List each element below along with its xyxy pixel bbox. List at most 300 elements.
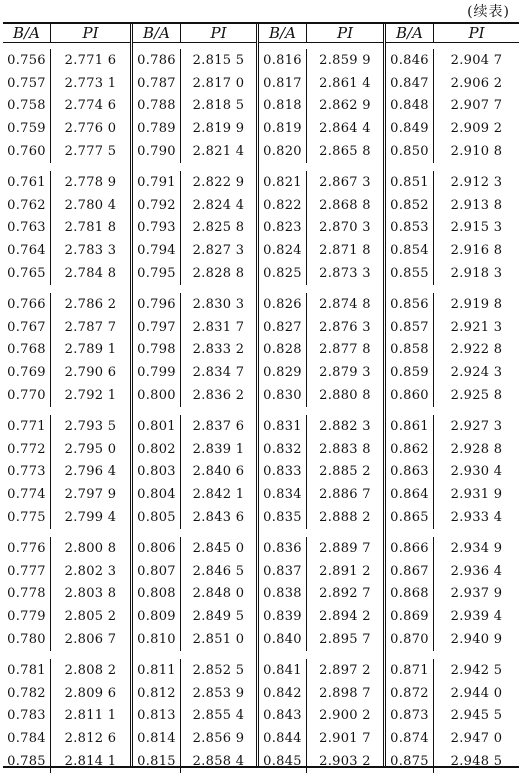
- table-row: [133, 95, 256, 118]
- table-row: [133, 117, 256, 140]
- cell-pi: 2.852 5: [192, 662, 245, 678]
- row-group: [259, 659, 383, 773]
- table-row: [386, 705, 519, 728]
- cell-pi: 2.833 2: [192, 342, 245, 358]
- table-row: [133, 217, 256, 240]
- table-row: [3, 194, 130, 217]
- table-grid: [3, 24, 519, 769]
- row-group: [3, 49, 130, 163]
- row-group: [259, 537, 383, 651]
- table-row: [133, 140, 256, 163]
- header-pi: PI: [336, 24, 354, 42]
- cell-ba: 0.851: [386, 171, 434, 194]
- cell-ba: 0.857: [386, 316, 434, 339]
- cell-ba: 0.838: [259, 583, 307, 606]
- cell-ba: 0.840: [259, 628, 307, 651]
- cell-ba: 0.855: [386, 262, 434, 285]
- cell-ba: 0.831: [259, 415, 307, 438]
- cell-ba: 0.862: [386, 438, 434, 461]
- table-row: [133, 194, 256, 217]
- cell-ba: 0.861: [386, 415, 434, 438]
- row-group: [3, 537, 130, 651]
- table-row: [259, 262, 383, 285]
- table-row: [3, 659, 130, 682]
- cell-pi: 2.814 1: [64, 754, 117, 769]
- cell-ba: 0.824: [259, 239, 307, 262]
- header-ba: B/A: [3, 24, 51, 42]
- cell-pi: 2.894 2: [319, 609, 371, 625]
- cell-ba: 0.820: [259, 140, 307, 163]
- table-row: [259, 705, 383, 728]
- cell-pi: 2.922 8: [450, 342, 503, 358]
- cell-ba: 0.793: [133, 217, 181, 240]
- data-table: [3, 22, 519, 768]
- table-row: [386, 628, 519, 651]
- cell-ba: 0.834: [259, 483, 307, 506]
- table-row: [3, 361, 130, 384]
- table-row: [133, 727, 256, 750]
- cell-ba: 0.781: [3, 659, 51, 682]
- row-group: [386, 537, 519, 651]
- table-row: [133, 361, 256, 384]
- table-row: [133, 293, 256, 316]
- cell-ba: 0.808: [133, 583, 181, 606]
- cell-ba: 0.800: [133, 384, 181, 407]
- table-row: [259, 682, 383, 705]
- cell-ba: 0.804: [133, 483, 181, 506]
- row-group: [3, 171, 130, 285]
- table-row: [3, 95, 130, 118]
- cell-ba: 0.795: [133, 262, 181, 285]
- table-row: [3, 461, 130, 484]
- table-row: [259, 438, 383, 461]
- cell-ba: 0.832: [259, 438, 307, 461]
- cell-pi: 2.886 7: [319, 487, 371, 503]
- cell-ba: 0.818: [259, 95, 307, 118]
- cell-pi: 2.867 3: [319, 174, 371, 190]
- cell-ba: 0.859: [386, 361, 434, 384]
- table-row: [3, 316, 130, 339]
- cell-pi: 2.809 6: [64, 685, 117, 701]
- cell-ba: 0.841: [259, 659, 307, 682]
- row-group: [3, 659, 130, 773]
- table-header-row: [386, 24, 519, 43]
- table-row: [259, 117, 383, 140]
- table-row: [259, 750, 383, 773]
- table-row: [259, 171, 383, 194]
- table-row: [386, 483, 519, 506]
- cell-pi: 2.931 9: [450, 487, 503, 503]
- cell-pi: 2.793 5: [64, 418, 117, 434]
- table-row: [386, 339, 519, 362]
- table-row: [386, 239, 519, 262]
- table-row: [3, 384, 130, 407]
- table-row: [386, 140, 519, 163]
- cell-ba: 0.833: [259, 461, 307, 484]
- cell-pi: 2.792 1: [64, 388, 117, 404]
- row-group: [259, 415, 383, 529]
- table-row: [386, 750, 519, 773]
- cell-ba: 0.852: [386, 194, 434, 217]
- cell-pi: 2.906 2: [450, 75, 503, 91]
- cell-pi: 2.882 3: [319, 418, 371, 434]
- cell-ba: 0.814: [133, 727, 181, 750]
- cell-ba: 0.865: [386, 506, 434, 529]
- table-row: [259, 605, 383, 628]
- cell-pi: 2.840 6: [192, 464, 245, 480]
- row-group: [259, 171, 383, 285]
- row-group: [386, 659, 519, 773]
- cell-ba: 0.805: [133, 506, 181, 529]
- table-row: [3, 506, 130, 529]
- table-panel: [3, 24, 130, 769]
- cell-pi: 2.919 8: [450, 296, 503, 312]
- row-group: [386, 415, 519, 529]
- table-row: [386, 560, 519, 583]
- cell-ba: 0.856: [386, 293, 434, 316]
- cell-ba: 0.819: [259, 117, 307, 140]
- table-row: [133, 583, 256, 606]
- cell-ba: 0.849: [386, 117, 434, 140]
- row-group: [386, 293, 519, 407]
- table-row: [259, 293, 383, 316]
- table-row: [3, 705, 130, 728]
- cell-ba: 0.847: [386, 72, 434, 95]
- cell-ba: 0.797: [133, 316, 181, 339]
- cell-pi: 2.909 2: [450, 121, 503, 137]
- cell-ba: 0.821: [259, 171, 307, 194]
- row-group: [3, 293, 130, 407]
- table-row: [259, 659, 383, 682]
- table-body: [133, 43, 256, 781]
- table-row: [386, 117, 519, 140]
- cell-pi: 2.837 6: [192, 418, 245, 434]
- table-row: [133, 49, 256, 72]
- cell-ba: 0.830: [259, 384, 307, 407]
- table-row: [3, 560, 130, 583]
- cell-pi: 2.821 4: [192, 144, 245, 160]
- cell-pi: 2.897 2: [319, 662, 371, 678]
- table-row: [386, 171, 519, 194]
- cell-ba: 0.801: [133, 415, 181, 438]
- cell-ba: 0.875: [386, 750, 434, 773]
- row-group: [133, 49, 256, 163]
- cell-pi: 2.790 6: [64, 365, 117, 381]
- row-group: [259, 293, 383, 407]
- cell-ba: 0.867: [386, 560, 434, 583]
- table-row: [133, 483, 256, 506]
- cell-pi: 2.915 3: [450, 220, 503, 236]
- cell-ba: 0.784: [3, 727, 51, 750]
- cell-pi: 2.889 7: [319, 540, 371, 556]
- cell-pi: 2.783 3: [64, 243, 117, 259]
- cell-pi: 2.937 9: [450, 586, 503, 602]
- cell-ba: 0.854: [386, 239, 434, 262]
- table-row: [3, 293, 130, 316]
- table-row: [259, 483, 383, 506]
- cell-pi: 2.868 8: [319, 197, 371, 213]
- cell-pi: 2.940 9: [450, 632, 503, 648]
- cell-ba: 0.873: [386, 705, 434, 728]
- cell-ba: 0.799: [133, 361, 181, 384]
- table-body: [3, 43, 130, 781]
- table-row: [259, 361, 383, 384]
- cell-pi: 2.907 7: [450, 98, 503, 114]
- cell-ba: 0.782: [3, 682, 51, 705]
- cell-pi: 2.876 3: [319, 319, 371, 335]
- row-group: [133, 659, 256, 773]
- cell-ba: 0.827: [259, 316, 307, 339]
- table-caption: (续表): [467, 4, 510, 20]
- table-row: [386, 194, 519, 217]
- cell-pi: 2.936 4: [450, 563, 503, 579]
- table-row: [386, 605, 519, 628]
- cell-pi: 2.828 8: [192, 266, 245, 282]
- table-row: [133, 750, 256, 773]
- cell-pi: 2.944 0: [450, 685, 503, 701]
- cell-ba: 0.763: [3, 217, 51, 240]
- cell-ba: 0.779: [3, 605, 51, 628]
- row-group: [386, 171, 519, 285]
- cell-ba: 0.770: [3, 384, 51, 407]
- cell-pi: 2.892 7: [319, 586, 371, 602]
- cell-pi: 2.789 1: [64, 342, 117, 358]
- cell-ba: 0.798: [133, 339, 181, 362]
- cell-ba: 0.778: [3, 583, 51, 606]
- cell-pi: 2.918 3: [450, 266, 503, 282]
- cell-ba: 0.822: [259, 194, 307, 217]
- table-row: [3, 117, 130, 140]
- cell-pi: 2.913 8: [450, 197, 503, 213]
- table-row: [386, 262, 519, 285]
- row-group: [259, 49, 383, 163]
- cell-ba: 0.767: [3, 316, 51, 339]
- table-row: [3, 438, 130, 461]
- table-row: [386, 95, 519, 118]
- cell-ba: 0.761: [3, 171, 51, 194]
- cell-ba: 0.774: [3, 483, 51, 506]
- table-row: [3, 217, 130, 240]
- table-row: [386, 316, 519, 339]
- cell-ba: 0.771: [3, 415, 51, 438]
- table-row: [133, 506, 256, 529]
- cell-ba: 0.787: [133, 72, 181, 95]
- table-row: [259, 560, 383, 583]
- cell-ba: 0.843: [259, 705, 307, 728]
- cell-ba: 0.759: [3, 117, 51, 140]
- table-row: [259, 506, 383, 529]
- cell-pi: 2.851 0: [192, 632, 245, 648]
- cell-pi: 2.883 8: [319, 441, 371, 457]
- cell-pi: 2.795 0: [64, 441, 117, 457]
- cell-pi: 2.934 9: [450, 540, 503, 556]
- table-row: [133, 628, 256, 651]
- cell-ba: 0.775: [3, 506, 51, 529]
- cell-ba: 0.848: [386, 95, 434, 118]
- cell-ba: 0.866: [386, 537, 434, 560]
- cell-ba: 0.783: [3, 705, 51, 728]
- cell-ba: 0.809: [133, 605, 181, 628]
- cell-ba: 0.791: [133, 171, 181, 194]
- cell-ba: 0.829: [259, 361, 307, 384]
- table-row: [386, 72, 519, 95]
- cell-pi: 2.901 7: [319, 731, 371, 747]
- table-row: [386, 415, 519, 438]
- cell-pi: 2.916 8: [450, 243, 503, 259]
- cell-pi: 2.824 4: [192, 197, 245, 213]
- cell-pi: 2.771 6: [64, 52, 117, 68]
- table-row: [3, 171, 130, 194]
- table-row: [386, 293, 519, 316]
- cell-pi: 2.898 7: [319, 685, 371, 701]
- cell-pi: 2.942 5: [450, 662, 503, 678]
- table-row: [3, 339, 130, 362]
- cell-pi: 2.947 0: [450, 731, 503, 747]
- cell-ba: 0.776: [3, 537, 51, 560]
- cell-pi: 2.945 5: [450, 708, 503, 724]
- cell-ba: 0.825: [259, 262, 307, 285]
- table-row: [133, 659, 256, 682]
- cell-pi: 2.948 5: [450, 754, 503, 769]
- cell-pi: 2.796 4: [64, 464, 117, 480]
- cell-ba: 0.756: [3, 49, 51, 72]
- cell-pi: 2.842 1: [192, 487, 245, 503]
- cell-pi: 2.903 2: [319, 754, 371, 769]
- table-row: [386, 537, 519, 560]
- table-row: [386, 659, 519, 682]
- table-row: [3, 72, 130, 95]
- cell-ba: 0.823: [259, 217, 307, 240]
- cell-pi: 2.799 4: [64, 510, 117, 526]
- cell-ba: 0.868: [386, 583, 434, 606]
- cell-ba: 0.869: [386, 605, 434, 628]
- table-row: [3, 415, 130, 438]
- table-panel: [383, 24, 519, 769]
- table-panel: [256, 24, 383, 769]
- cell-pi: 2.859 9: [319, 52, 371, 68]
- cell-ba: 0.864: [386, 483, 434, 506]
- cell-ba: 0.766: [3, 293, 51, 316]
- table-row: [133, 537, 256, 560]
- cell-pi: 2.817 0: [192, 75, 245, 91]
- cell-pi: 2.891 2: [319, 563, 371, 579]
- cell-ba: 0.817: [259, 72, 307, 95]
- cell-pi: 2.927 3: [450, 418, 503, 434]
- table-row: [133, 239, 256, 262]
- cell-ba: 0.780: [3, 628, 51, 651]
- cell-ba: 0.860: [386, 384, 434, 407]
- cell-pi: 2.802 3: [64, 563, 117, 579]
- cell-ba: 0.758: [3, 95, 51, 118]
- cell-pi: 2.900 2: [319, 708, 371, 724]
- cell-pi: 2.873 3: [319, 266, 371, 282]
- table-row: [259, 49, 383, 72]
- table-row: [133, 605, 256, 628]
- cell-pi: 2.880 8: [319, 388, 371, 404]
- table-row: [3, 727, 130, 750]
- cell-ba: 0.850: [386, 140, 434, 163]
- header-pi: PI: [210, 24, 227, 42]
- cell-ba: 0.762: [3, 194, 51, 217]
- table-row: [386, 438, 519, 461]
- cell-pi: 2.939 4: [450, 609, 503, 625]
- table-header-row: [3, 24, 130, 43]
- cell-ba: 0.802: [133, 438, 181, 461]
- cell-pi: 2.827 3: [192, 243, 245, 259]
- cell-ba: 0.853: [386, 217, 434, 240]
- table-row: [3, 628, 130, 651]
- cell-ba: 0.785: [3, 750, 51, 773]
- cell-ba: 0.764: [3, 239, 51, 262]
- cell-ba: 0.786: [133, 49, 181, 72]
- cell-pi: 2.845 0: [192, 540, 245, 556]
- table-row: [3, 682, 130, 705]
- table-row: [386, 461, 519, 484]
- cell-ba: 0.794: [133, 239, 181, 262]
- row-group: [133, 293, 256, 407]
- cell-pi: 2.834 7: [192, 365, 245, 381]
- cell-pi: 2.862 9: [319, 98, 371, 114]
- table-row: [133, 384, 256, 407]
- cell-pi: 2.825 8: [192, 220, 245, 236]
- row-group: [386, 49, 519, 163]
- row-group: [133, 415, 256, 529]
- table-row: [259, 583, 383, 606]
- cell-pi: 2.933 4: [450, 510, 503, 526]
- table-body: [259, 43, 383, 781]
- cell-ba: 0.810: [133, 628, 181, 651]
- cell-pi: 2.849 5: [192, 609, 245, 625]
- table-row: [259, 415, 383, 438]
- cell-pi: 2.805 2: [64, 609, 117, 625]
- cell-ba: 0.807: [133, 560, 181, 583]
- cell-pi: 2.784 8: [64, 266, 117, 282]
- cell-ba: 0.844: [259, 727, 307, 750]
- table-row: [133, 316, 256, 339]
- table-row: [386, 506, 519, 529]
- cell-pi: 2.819 9: [192, 121, 245, 137]
- cell-pi: 2.885 2: [319, 464, 371, 480]
- header-pi: PI: [468, 24, 485, 42]
- cell-pi: 2.811 1: [64, 708, 117, 724]
- cell-pi: 2.818 5: [192, 98, 245, 114]
- cell-ba: 0.874: [386, 727, 434, 750]
- cell-pi: 2.806 7: [64, 632, 117, 648]
- cell-pi: 2.773 1: [64, 75, 117, 91]
- cell-ba: 0.828: [259, 339, 307, 362]
- table-row: [386, 49, 519, 72]
- cell-pi: 2.925 8: [450, 388, 503, 404]
- cell-pi: 2.774 6: [64, 98, 117, 114]
- table-row: [259, 727, 383, 750]
- cell-pi: 2.776 0: [64, 121, 117, 137]
- cell-ba: 0.796: [133, 293, 181, 316]
- cell-pi: 2.787 7: [64, 319, 117, 335]
- cell-ba: 0.806: [133, 537, 181, 560]
- table-row: [3, 750, 130, 773]
- table-row: [3, 483, 130, 506]
- cell-pi: 2.846 5: [192, 563, 245, 579]
- cell-pi: 2.921 3: [450, 319, 503, 335]
- table-row: [259, 72, 383, 95]
- cell-ba: 0.757: [3, 72, 51, 95]
- table-row: [3, 49, 130, 72]
- table-row: [133, 560, 256, 583]
- cell-pi: 2.812 6: [64, 731, 117, 747]
- cell-ba: 0.837: [259, 560, 307, 583]
- cell-pi: 2.786 2: [64, 296, 117, 312]
- table-row: [3, 239, 130, 262]
